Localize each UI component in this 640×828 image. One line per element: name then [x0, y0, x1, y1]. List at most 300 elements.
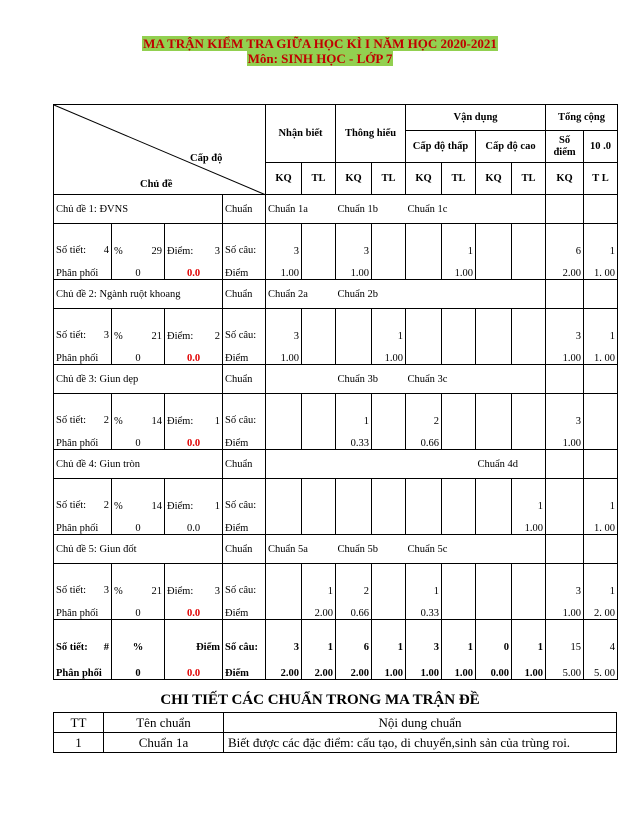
total-point-value: 0.00: [476, 653, 512, 680]
topic-name: Chủ đề 5: Giun đốt: [54, 535, 223, 564]
standard-cell: Chuẩn 2b: [336, 280, 372, 309]
point-value: [302, 512, 336, 535]
question-count: [372, 479, 406, 513]
point-value: [512, 342, 546, 365]
question-count: 1: [406, 564, 442, 598]
blank-cell: [546, 195, 584, 224]
standard-cell: [512, 535, 546, 564]
so-cau-label: Số câu:: [223, 309, 266, 343]
point-value: [406, 257, 442, 280]
topic-row: [54, 280, 618, 309]
question-count: 3: [546, 564, 584, 598]
so-tiet-cell: [54, 564, 112, 598]
detail-row: [54, 733, 617, 753]
standard-cell: Chuẩn 5c: [406, 535, 442, 564]
point-value: [512, 427, 546, 450]
point-value: [476, 597, 512, 620]
pct-value: 14: [151, 501, 162, 512]
so-tiet-label: Số tiết:: [56, 500, 87, 511]
diem-label: Điểm:: [167, 416, 194, 427]
so-tiet-value: 2: [103, 415, 109, 426]
question-count: [302, 224, 336, 258]
kq-label: KQ: [336, 163, 372, 195]
total-question-count: 3: [406, 620, 442, 654]
point-value: [372, 512, 406, 535]
detail-header: Tên chuẩn: [104, 713, 224, 733]
question-count: [476, 479, 512, 513]
blank-cell: [584, 365, 618, 394]
question-count: [406, 479, 442, 513]
distribution-row: [54, 597, 618, 620]
point-value: [266, 427, 302, 450]
detail-header: Nội dung chuẩn: [224, 713, 617, 733]
phan-phoi-value: 0.0: [165, 342, 223, 365]
distribution-row: [54, 342, 618, 365]
blank-cell: [584, 280, 618, 309]
question-count: 3: [336, 224, 372, 258]
point-value: 1.00: [546, 427, 584, 450]
tl-label: TL: [302, 163, 336, 195]
phan-phoi-label: Phân phối: [54, 512, 112, 535]
standard-cell: [406, 280, 442, 309]
corner-cell: [54, 105, 266, 195]
chuan-label: Chuẩn: [223, 450, 266, 479]
standard-cell: [512, 280, 546, 309]
question-count: [372, 394, 406, 428]
question-count: [512, 309, 546, 343]
pct-label: %: [114, 586, 123, 597]
question-count: [442, 479, 476, 513]
diem-cell: [165, 309, 223, 343]
question-count: [302, 309, 336, 343]
col-total-score: 10 .0: [584, 131, 618, 163]
total-question-count: 1: [302, 620, 336, 654]
col-van-dung: Vận dụng: [406, 105, 546, 131]
count-row: [54, 309, 618, 343]
point-value: [442, 512, 476, 535]
point-value: [476, 257, 512, 280]
topic-row: [54, 365, 618, 394]
so-tiet-label: Số tiết:: [56, 245, 87, 256]
diem-label: Điểm:: [167, 501, 194, 512]
point-value: 0.66: [336, 597, 372, 620]
question-count: 1: [336, 394, 372, 428]
point-value: [336, 342, 372, 365]
phan-phoi-zero: 0: [112, 427, 165, 450]
pct-label: %: [114, 246, 123, 257]
kq-label: KQ: [266, 163, 302, 195]
standard-cell: Chuẩn 5a: [266, 535, 302, 564]
point-value: 1.00: [442, 257, 476, 280]
total-so-tiet-cell: [54, 620, 112, 654]
standard-cell: Chuẩn 1c: [406, 195, 442, 224]
point-value: [336, 512, 372, 535]
distribution-row: [54, 512, 618, 535]
point-value: 1.00: [546, 597, 584, 620]
diem-label: Điểm:: [167, 331, 194, 342]
phan-phoi-label: Phân phối: [54, 427, 112, 450]
pct-value: 29: [151, 246, 162, 257]
so-tiet-cell: [54, 309, 112, 343]
detail-header: TT: [54, 713, 104, 733]
question-count: [266, 479, 302, 513]
point-value: [302, 257, 336, 280]
standard-cell: [442, 280, 476, 309]
point-value: [372, 427, 406, 450]
blank-cell: [584, 195, 618, 224]
so-cau-label: Số câu:: [223, 394, 266, 428]
question-count: [406, 309, 442, 343]
detail-header-row: [54, 713, 617, 733]
topic-row: [54, 450, 618, 479]
question-count: 3: [266, 309, 302, 343]
point-value: 1.00: [266, 257, 302, 280]
question-count: 6: [546, 224, 584, 258]
diem-value: 1: [214, 416, 220, 427]
col-cap-do-thap: Cấp độ thấp: [406, 131, 476, 163]
pct-cell: [112, 394, 165, 428]
blank-cell: [546, 365, 584, 394]
total-question-count: 15: [546, 620, 584, 654]
question-count: [476, 564, 512, 598]
chuan-label: Chuẩn: [223, 280, 266, 309]
pct-cell: [112, 224, 165, 258]
diem-label: Điểm: [223, 257, 266, 280]
phan-phoi-zero: 0: [112, 342, 165, 365]
question-count: 3: [546, 309, 584, 343]
question-count: [512, 564, 546, 598]
standard-cell: [336, 450, 372, 479]
distribution-row: [54, 257, 618, 280]
point-value: [266, 597, 302, 620]
standard-cell: [266, 450, 302, 479]
standard-cell: Chuẩn 3c: [406, 365, 442, 394]
question-count: [372, 224, 406, 258]
topic-name: Chủ đề 4: Giun tròn: [54, 450, 223, 479]
point-value: [476, 342, 512, 365]
total-point-value: 5.00: [546, 653, 584, 680]
total-phan-phoi-zero: 0: [112, 653, 165, 680]
diem-label: Điểm: [223, 342, 266, 365]
diem-value: 3: [214, 586, 220, 597]
standard-cell: [476, 535, 512, 564]
question-count: [476, 309, 512, 343]
standard-cell: [406, 450, 442, 479]
question-count: 2: [336, 564, 372, 598]
pct-value: 14: [151, 416, 162, 427]
detail-cell: Biết được các đặc điểm: cấu tạo, di chuyển,sinh sản của trùng roi.: [224, 733, 617, 753]
question-count: 1: [512, 479, 546, 513]
question-count: [372, 564, 406, 598]
total-pct-label: %: [112, 620, 165, 654]
chuan-label: Chuẩn: [223, 535, 266, 564]
phan-phoi-label: Phân phối: [54, 597, 112, 620]
point-value: 1. 00: [584, 257, 618, 280]
standard-cell: [476, 365, 512, 394]
so-cau-label: Số câu:: [223, 224, 266, 258]
question-count: [336, 479, 372, 513]
phan-phoi-value: 0.0: [165, 512, 223, 535]
point-value: 1.00: [372, 342, 406, 365]
point-value: 0.33: [406, 597, 442, 620]
standard-cell: [302, 365, 336, 394]
point-value: [442, 342, 476, 365]
total-count-row: [54, 620, 618, 654]
detail-cell: Chuẩn 1a: [104, 733, 224, 753]
so-tiet-value: 3: [103, 585, 109, 596]
distribution-row: [54, 427, 618, 450]
standard-cell: Chuẩn 1a: [266, 195, 302, 224]
point-value: 2.00: [546, 257, 584, 280]
chuan-label: Chuẩn: [223, 195, 266, 224]
page-subtitle: Môn: SINH HỌC - LỚP 7: [247, 51, 393, 66]
topic-name: Chủ đề 3: Giun dẹp: [54, 365, 223, 394]
question-count: [302, 479, 336, 513]
phan-phoi-value: 0.0: [165, 427, 223, 450]
point-value: 2.00: [302, 597, 336, 620]
pct-cell: [112, 309, 165, 343]
pct-value: 21: [151, 331, 162, 342]
question-count: [266, 394, 302, 428]
question-count: [512, 394, 546, 428]
total-so-tiet-label: Số tiết:: [56, 642, 88, 653]
question-count: [442, 309, 476, 343]
blank-cell: [546, 450, 584, 479]
point-value: 1.00: [512, 512, 546, 535]
question-count: 1: [302, 564, 336, 598]
question-count: [266, 564, 302, 598]
count-row: [54, 224, 618, 258]
question-count: 3: [546, 394, 584, 428]
question-count: [584, 394, 618, 428]
topic-row: [54, 195, 618, 224]
pct-label: %: [114, 501, 123, 512]
point-value: [512, 597, 546, 620]
diem-cell: [165, 394, 223, 428]
point-value: [442, 597, 476, 620]
detail-cell: 1: [54, 733, 104, 753]
total-diem-label: Điểm: [223, 653, 266, 680]
point-value: [302, 427, 336, 450]
total-question-count: 1: [512, 620, 546, 654]
point-value: 2. 00: [584, 597, 618, 620]
blank-cell: [584, 535, 618, 564]
chuan-label: Chuẩn: [223, 365, 266, 394]
standard-cell: Chuẩn 5b: [336, 535, 372, 564]
point-value: 0.33: [336, 427, 372, 450]
standard-cell: [512, 365, 546, 394]
point-value: [372, 257, 406, 280]
diem-cell: [165, 564, 223, 598]
question-count: [546, 479, 584, 513]
question-count: [442, 564, 476, 598]
total-phan-phoi-value: 0.0: [165, 653, 223, 680]
count-row: [54, 479, 618, 513]
total-so-cau-label: Số câu:: [223, 620, 266, 654]
point-value: [406, 342, 442, 365]
topic-row: [54, 535, 618, 564]
page-title: MA TRẬN KIỂM TRA GIỮA HỌC KÌ I NĂM HỌC 2020-2021: [143, 36, 497, 51]
diem-label: Điểm: [223, 512, 266, 535]
pct-cell: [112, 479, 165, 513]
detail-heading: CHI TIẾT CÁC CHUẨN TRONG MA TRẬN ĐỀ: [160, 692, 480, 708]
kq-label: KQ: [476, 163, 512, 195]
count-row: [54, 564, 618, 598]
point-value: 1.00: [336, 257, 372, 280]
total-question-count: 3: [266, 620, 302, 654]
col-tong-cong: Tổng cộng: [546, 105, 618, 131]
tl-label: T L: [584, 163, 618, 195]
total-point-value: 2.00: [266, 653, 302, 680]
question-count: 1: [584, 564, 618, 598]
point-value: [442, 427, 476, 450]
so-tiet-value: 3: [103, 330, 109, 341]
total-diem-label: Điểm: [165, 620, 223, 654]
so-tiet-value: 4: [103, 245, 109, 256]
tl-label: TL: [512, 163, 546, 195]
diem-cell: [165, 479, 223, 513]
diem-value: 1: [214, 501, 220, 512]
total-question-count: 4: [584, 620, 618, 654]
point-value: 1. 00: [584, 512, 618, 535]
question-count: [302, 394, 336, 428]
exam-matrix-table: [53, 104, 618, 680]
phan-phoi-zero: 0: [112, 597, 165, 620]
tl-label: TL: [442, 163, 476, 195]
topic-name: Chủ đề 1: ĐVNS: [54, 195, 223, 224]
phan-phoi-zero: 0: [112, 512, 165, 535]
phan-phoi-label: Phân phối: [54, 342, 112, 365]
total-point-value: 2.00: [336, 653, 372, 680]
diem-cell: [165, 224, 223, 258]
total-point-value: 1.00: [372, 653, 406, 680]
point-value: [546, 512, 584, 535]
question-count: [336, 309, 372, 343]
question-count: [442, 394, 476, 428]
question-count: [476, 224, 512, 258]
standard-cell: [476, 195, 512, 224]
total-question-count: 0: [476, 620, 512, 654]
total-phan-phoi-label: Phân phối: [54, 653, 112, 680]
diem-label: Điểm: [223, 597, 266, 620]
point-value: [584, 427, 618, 450]
point-value: [512, 257, 546, 280]
question-count: 3: [266, 224, 302, 258]
question-count: 1: [372, 309, 406, 343]
standard-cell: [266, 365, 302, 394]
question-count: 1: [584, 309, 618, 343]
question-count: [476, 394, 512, 428]
pct-value: 21: [151, 586, 162, 597]
total-point-value: 1.00: [442, 653, 476, 680]
point-value: [406, 512, 442, 535]
standard-cell: Chuẩn 4d: [476, 450, 512, 479]
standard-cell: [512, 195, 546, 224]
question-count: 2: [406, 394, 442, 428]
standard-cell: [372, 450, 406, 479]
point-value: [476, 427, 512, 450]
kq-label: KQ: [406, 163, 442, 195]
standard-cell: Chuẩn 3b: [336, 365, 372, 394]
standard-cell: [302, 450, 336, 479]
question-count: [406, 224, 442, 258]
total-point-value: 1.00: [512, 653, 546, 680]
so-tiet-cell: [54, 479, 112, 513]
diem-label: Điểm: [223, 427, 266, 450]
diem-value: 3: [214, 246, 220, 257]
standards-detail-table: [53, 712, 617, 753]
standard-cell: [476, 280, 512, 309]
blank-cell: [546, 280, 584, 309]
pct-cell: [112, 564, 165, 598]
total-question-count: 1: [372, 620, 406, 654]
point-value: 1.00: [266, 342, 302, 365]
corner-topic-label: Chủ đề: [140, 179, 173, 190]
phan-phoi-zero: 0: [112, 257, 165, 280]
col-thong-hieu: Thông hiểu: [336, 105, 406, 163]
so-tiet-value: 2: [103, 500, 109, 511]
pct-label: %: [114, 331, 123, 342]
point-value: 1. 00: [584, 342, 618, 365]
col-cap-do-cao: Cấp độ cao: [476, 131, 546, 163]
standard-cell: Chuẩn 2a: [266, 280, 302, 309]
diem-label: Điểm:: [167, 586, 194, 597]
pct-label: %: [114, 416, 123, 427]
count-row: [54, 394, 618, 428]
so-tiet-cell: [54, 224, 112, 258]
standard-cell: Chuẩn 1b: [336, 195, 372, 224]
so-cau-label: Số câu:: [223, 479, 266, 513]
so-tiet-label: Số tiết:: [56, 330, 87, 341]
point-value: 1.00: [546, 342, 584, 365]
point-value: [372, 597, 406, 620]
col-so-diem: Số điểm: [546, 131, 584, 163]
corner-level-label: Cấp độ: [190, 153, 223, 164]
point-value: 0.66: [406, 427, 442, 450]
tl-label: TL: [372, 163, 406, 195]
total-hash: #: [103, 642, 109, 653]
total-question-count: 1: [442, 620, 476, 654]
topic-name: Chủ đề 2: Ngành ruột khoang: [54, 280, 223, 309]
total-distribution-row: [54, 653, 618, 680]
col-nhan-biet: Nhận biết: [266, 105, 336, 163]
diem-label: Điểm:: [167, 246, 194, 257]
diem-value: 2: [214, 331, 220, 342]
point-value: [266, 512, 302, 535]
question-count: 1: [584, 224, 618, 258]
total-point-value: 2.00: [302, 653, 336, 680]
blank-cell: [584, 450, 618, 479]
point-value: [476, 512, 512, 535]
so-tiet-label: Số tiết:: [56, 585, 87, 596]
blank-cell: [546, 535, 584, 564]
phan-phoi-label: Phân phối: [54, 257, 112, 280]
so-tiet-label: Số tiết:: [56, 415, 87, 426]
total-point-value: 5. 00: [584, 653, 618, 680]
so-cau-label: Số câu:: [223, 564, 266, 598]
so-tiet-cell: [54, 394, 112, 428]
total-point-value: 1.00: [406, 653, 442, 680]
phan-phoi-value: 0.0: [165, 257, 223, 280]
kq-label: KQ: [546, 163, 584, 195]
standard-cell: [442, 450, 476, 479]
question-count: [512, 224, 546, 258]
phan-phoi-value: 0.0: [165, 597, 223, 620]
question-count: 1: [584, 479, 618, 513]
total-question-count: 6: [336, 620, 372, 654]
point-value: [302, 342, 336, 365]
question-count: 1: [442, 224, 476, 258]
